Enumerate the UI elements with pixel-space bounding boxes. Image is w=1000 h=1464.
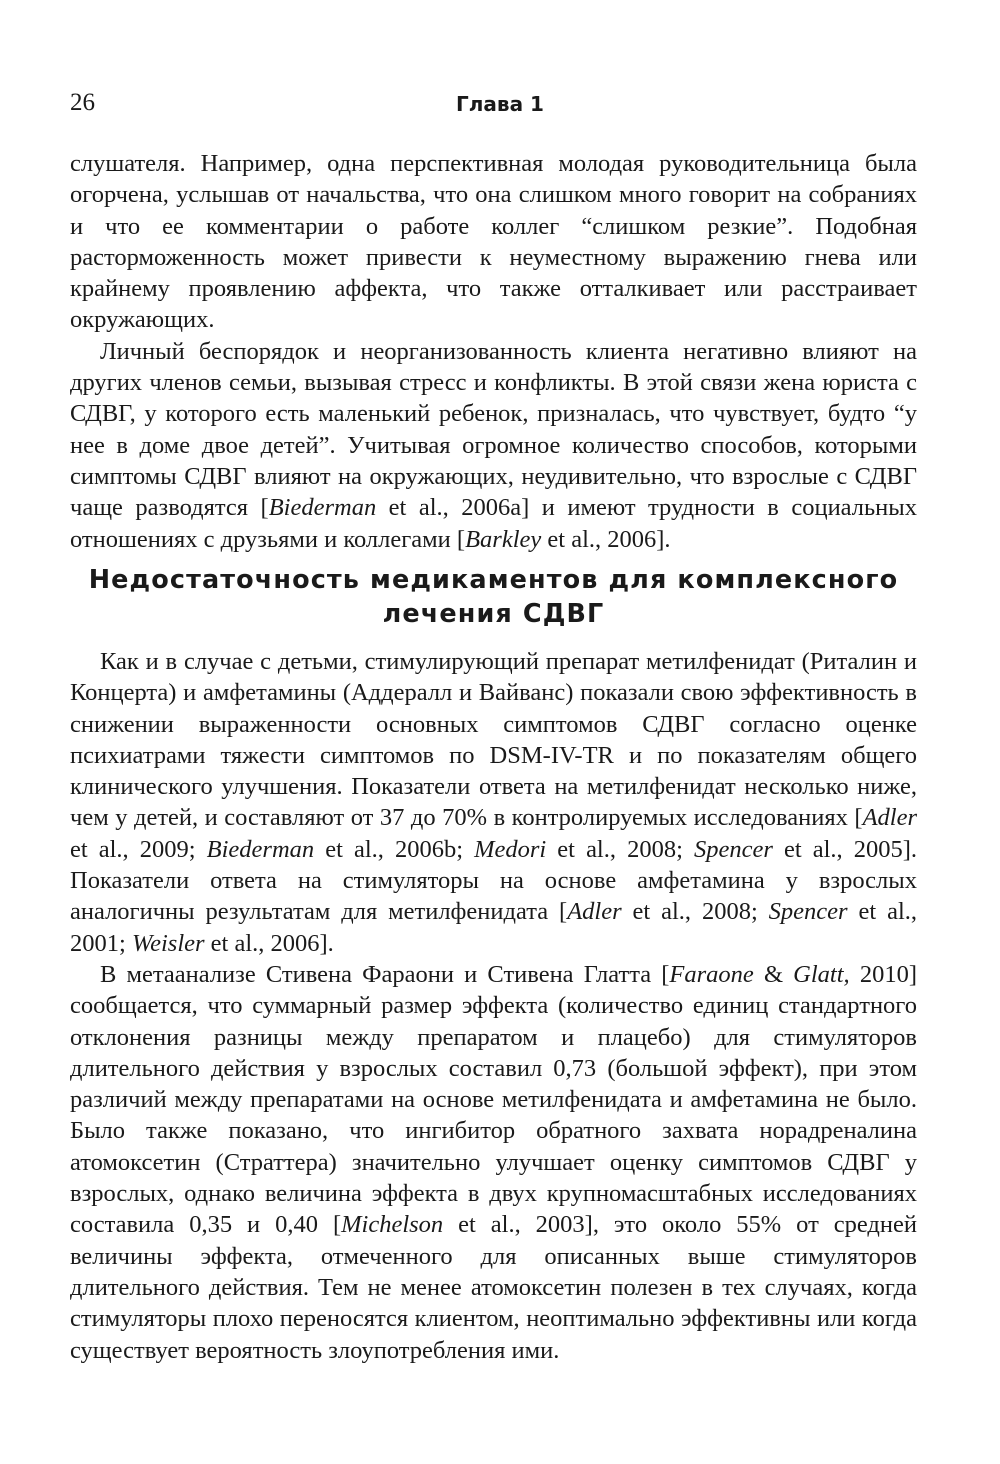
page-number: 26: [70, 89, 95, 116]
citation-author: Spencer: [768, 898, 848, 926]
citation-author: Faraone: [669, 960, 754, 988]
text-run: &: [753, 960, 794, 988]
section-heading-line-1: Недостаточность медикаментов для комплексного: [88, 565, 899, 595]
section-heading-line-2: лечения СДВГ: [382, 599, 605, 629]
citation-author: Adler: [567, 898, 622, 926]
text-run: et al., 2006].: [204, 929, 334, 957]
citation-author: Adler: [862, 804, 917, 832]
paragraph-continuation: слушателя. Например, одна перспективная молодая руководительница была огорчена, услышав от начальства, что она слишком много говорит на собраниях и что ее комментарии о работе коллег “слишком резкие”. Подобная расторможенность может привести к неуместному выражению гнева или крайнему проявлению аффекта, что также отталкивает или расстраивает окружающих.: [70, 150, 917, 334]
citation-author: Biederman: [206, 835, 315, 863]
paragraph-stimulants: [70, 646, 917, 959]
running-head-chapter: Глава 1: [456, 92, 544, 116]
text-run: В метаанализе Стивена Фараони и Стивена Глатта [: [100, 960, 670, 988]
body-text-bottom: [70, 646, 917, 1366]
citation-author: Michelson: [341, 1211, 444, 1239]
text-run: et al., 2003], это около 55% от средней величины эффекта, отмеченного для описанных выше стимуляторов длительного действия. Тем не менее атомоксетин полезен в тех случаях, когда стимуляторы плохо переносятся клиентом, неоптимально эффективны или когда существует вероятность злоупотребления ими.: [70, 1211, 917, 1364]
citation-author: Medori: [474, 835, 547, 863]
section-heading: [70, 563, 917, 631]
citation-author: Glatt,: [793, 960, 850, 988]
text-run: et al., 2006].: [541, 525, 671, 553]
citation-author: Weisler: [131, 929, 205, 957]
text-run: et al., 2005]. Показатели ответа на стимуляторы на основе амфетамина у взрослых аналогичны результатам для метилфенидата [: [70, 835, 917, 926]
citation-author: Spencer: [693, 835, 773, 863]
text-run: et al., 2008;: [546, 835, 694, 863]
text-run: Как и в случае с детьми, стимулирующий препарат метилфенидат (Риталин и Концерта) и амфетамины (Аддералл и Вайванс) показали свою эффективность в снижении выраженности основных симптомов СДВГ согласно оценке психиатрами тяжести симптомов по DSM-IV-TR и по показателям общего клинического улучшения. Показатели ответа на метилфенидат несколько ниже, чем у детей, и составляют от 37 до 70% в контролируемых исследованиях [: [70, 648, 917, 832]
text-run: et al., 2001;: [70, 898, 918, 957]
paragraph-family-impact: [70, 336, 917, 555]
text-run: et al., 2008;: [621, 898, 769, 926]
body-text-top: [70, 148, 917, 555]
text-run: et al., 2009;: [70, 835, 207, 863]
citation-author: Biederman: [268, 494, 377, 522]
citation-author: Barkley: [465, 525, 542, 553]
text-run: 2010] сообщается, что суммарный размер эффекта (количество единиц стандартного отклонения разницы между препаратом и плацебо) для стимуляторов длительного действия у взрослых составил 0,73 (большой эффект), при этом различий между препаратами на основе метилфенидата и амфетамина не было. Было также показано, что ингибитор обратного захвата норадреналина атомоксетин (Страттера) значительно улучшает оценку симптомов СДВГ у взрослых, однако величина эффекта в двух крупномасштабных исследованиях составила 0,35 и 0,40 [: [70, 960, 917, 1239]
text-run: et al., 2006a] и имеют трудности в социальных отношениях с друзьями и коллегами [: [70, 494, 917, 553]
text-run: et al., 2006b;: [314, 835, 475, 863]
paragraph-meta-analysis: [70, 959, 917, 1366]
text-run: Личный беспорядок и неорганизованность клиента негативно влияют на других членов семьи, вызывая стресс и конфликты. В этой связи жена юриста с СДВГ, у которого есть маленький ребенок, призналась, что чувствует, будто “у нее в доме двое детей”. Учитывая огромное количество способов, которыми симптомы СДВГ влияют на окружающих, неудивительно, что взрослые с СДВГ чаще разводятся [: [70, 337, 917, 522]
